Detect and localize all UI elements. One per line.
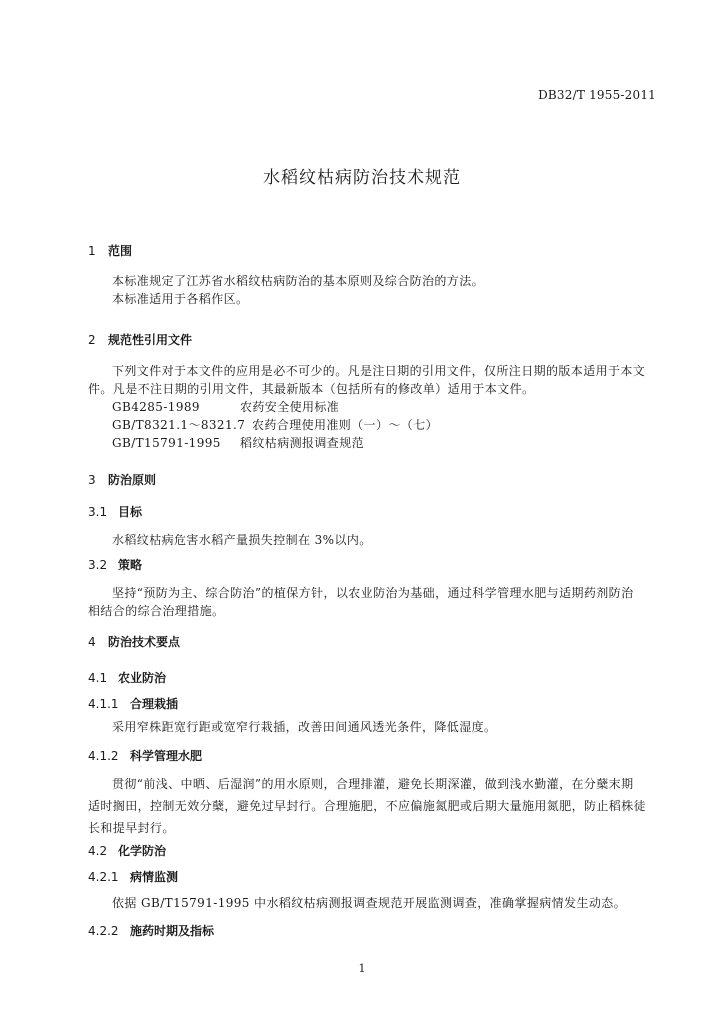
scope-line-1: 本标准规定了江苏省水稻纹枯病防治的基本原则及综合防治的方法。 (112, 274, 485, 288)
section-4-2-heading (88, 842, 166, 859)
section-4-1-2-heading (88, 747, 202, 764)
section-title: 范围 (108, 244, 133, 258)
section-title: 策略 (118, 558, 143, 572)
scope-line-2: 本标准适用于各稻作区。 (112, 292, 249, 306)
section-title: 科学管理水肥 (130, 749, 203, 763)
section-number: 3 (88, 473, 96, 487)
section-number: 3.1 (88, 505, 108, 519)
strategy-line-2: 相结合的综合治理措施。 (88, 604, 225, 618)
section-3-1-heading (88, 503, 142, 520)
section-1-heading (88, 242, 132, 259)
reference-title: 稻纹枯病测报调查规范 (240, 436, 365, 450)
section-number: 1 (88, 244, 96, 258)
section-title: 病情监测 (130, 870, 179, 884)
section-title: 农业防治 (118, 671, 167, 685)
section-number: 4.1.1 (88, 697, 119, 711)
section-number: 4.1.2 (88, 749, 119, 763)
section-number: 2 (88, 333, 96, 347)
section-4-1-1-heading (88, 695, 178, 712)
section-number: 4 (88, 635, 96, 649)
section-number: 4.2.2 (88, 924, 119, 938)
section-title: 合理栽插 (130, 697, 179, 711)
water-fertilizer-line-2: 适时搁田，控制无效分蘖，避免过早封行。合理施肥，不应偏施氮肥或后期大量施用氮肥，防止稻株徒 (88, 799, 647, 813)
section-4-heading (88, 633, 180, 650)
section-number: 4.1 (88, 671, 108, 685)
standard-number: DB32/T 1955-2011 (538, 88, 656, 102)
reference-item (112, 432, 364, 454)
section-number: 3.2 (88, 558, 108, 572)
section-number: 4.2 (88, 844, 108, 858)
section-4-1-heading (88, 669, 166, 686)
document-title: 水稻纹枯病防治技术规范 (263, 168, 461, 188)
water-fertilizer-line-1: 贯彻“前浅、中晒、后湿润”的用水原则，合理排灌，避免长期深灌，做到浅水勤灌，在分蘖末期 (112, 777, 634, 791)
section-2-heading (88, 331, 192, 348)
page-number: 1 (358, 962, 366, 975)
section-title: 化学防治 (118, 844, 167, 858)
strategy-line-1: 坚持“预防为主、综合防治”的植保方针，以农业防治为基础，通过科学管理水肥与适期药剂防治 (112, 586, 634, 600)
reference-title: 农药合理使用准则（一）～（七） (252, 418, 439, 432)
section-3-2-heading (88, 556, 142, 573)
section-title: 目标 (118, 505, 143, 519)
section-title: 防治原则 (108, 473, 157, 487)
reference-code: GB/T15791-1995 (112, 436, 221, 450)
section-title: 施药时期及指标 (130, 924, 215, 938)
reference-title: 农药安全使用标准 (240, 400, 340, 414)
planting-text: 采用窄株距宽行距或宽窄行栽插，改善田间通风透光条件，降低湿度。 (112, 720, 497, 734)
monitoring-text: 依据 GB/T15791-1995 中水稻纹枯病测报调查规范开展监测调查，准确掌握病情发生动态。 (112, 896, 627, 910)
section-3-heading (88, 471, 156, 488)
section-title: 规范性引用文件 (108, 333, 193, 347)
references-para-line-2: 件。凡是不注日期的引用文件，其最新版本（包括所有的修改单）适用于本文件。 (88, 382, 535, 396)
target-text: 水稻纹枯病危害水稻产量损失控制在 3%以内。 (112, 533, 372, 547)
section-4-2-1-heading (88, 868, 178, 885)
reference-code: GB/T8321.1～8321.7 (112, 418, 246, 432)
reference-code: GB4285-1989 (112, 400, 200, 414)
section-number: 4.2.1 (88, 870, 119, 884)
section-title: 防治技术要点 (108, 635, 181, 649)
section-4-2-2-heading (88, 922, 214, 939)
water-fertilizer-line-3: 长和提早封行。 (88, 821, 175, 835)
references-para-line-1: 下列文件对于本文件的应用是必不可少的。凡是注日期的引用文件，仅所注日期的版本适用于本文 (112, 364, 646, 378)
